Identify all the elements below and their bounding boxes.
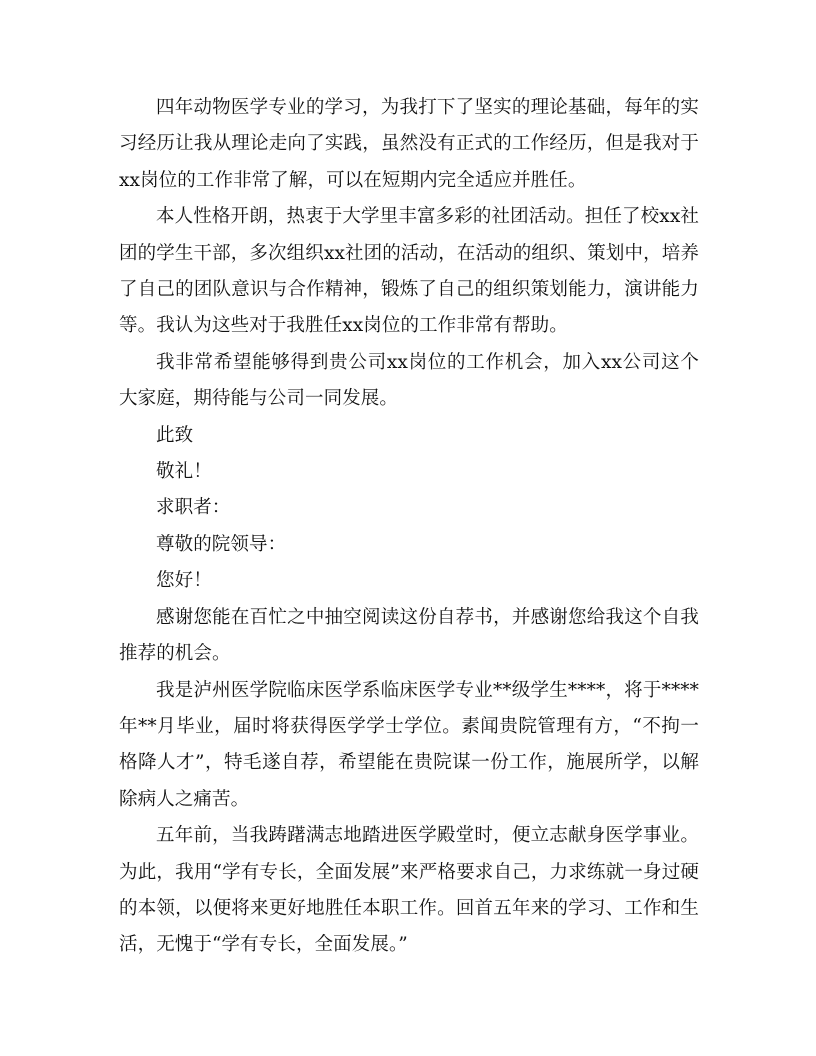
closing-cizhi: 此致 (156, 424, 194, 446)
paragraph-five-years: 五年前，当我踌躇满志地踏进医学殿堂时，便立志献身医学事业。为此，我用“学有专长，全面发展”来严格要求自己，力求练就一身过硬的本领，以便将来更好地胜任本职工作。回首五年来的学习、工作和生活，无愧于“学有专长，全面发展。” (119, 825, 699, 956)
paragraph-hope: 我非常希望能够得到贵公司xx岗位的工作机会，加入xx公司这个大家庭，期待能与公司一同发展。 (119, 351, 699, 410)
paragraph-thanks: 感谢您能在百忙之中抽空阅读这份自荐书，并感谢您给我这个自我推荐的机会。 (119, 606, 699, 665)
greeting: 您好！ (156, 570, 212, 592)
salutation: 尊敬的院领导： (156, 533, 287, 555)
document-body (119, 90, 699, 964)
closing-jingli: 敬礼！ (156, 461, 212, 483)
paragraph-study: 四年动物医学专业的学习，为我打下了坚实的理论基础，每年的实习经历让我从理论走向了实践，虽然没有正式的工作经历，但是我对于xx岗位的工作非常了解，可以在短期内完全适应并胜任。 (119, 97, 699, 191)
signature-applicant: 求职者： (156, 497, 231, 519)
paragraph-introduction: 我是泸州医学院临床医学系临床医学专业**级学生****，将于****年**月毕业，届时将获得医学学士学位。素闻贵院管理有方，“不拘一格降人才”，特毛遂自荐，希望能在贵院谋一份工作，施展所学，以解除病人之痛苦。 (119, 679, 699, 810)
paragraph-personality: 本人性格开朗，热衷于大学里丰富多彩的社团活动。担任了校xx社团的学生干部，多次组织xx社团的活动，在活动的组织、策划中，培养了自己的团队意识与合作精神，锻炼了自己的组织策划能力，演讲能力等。我认为这些对于我胜任xx岗位的工作非常有帮助。 (119, 206, 699, 337)
